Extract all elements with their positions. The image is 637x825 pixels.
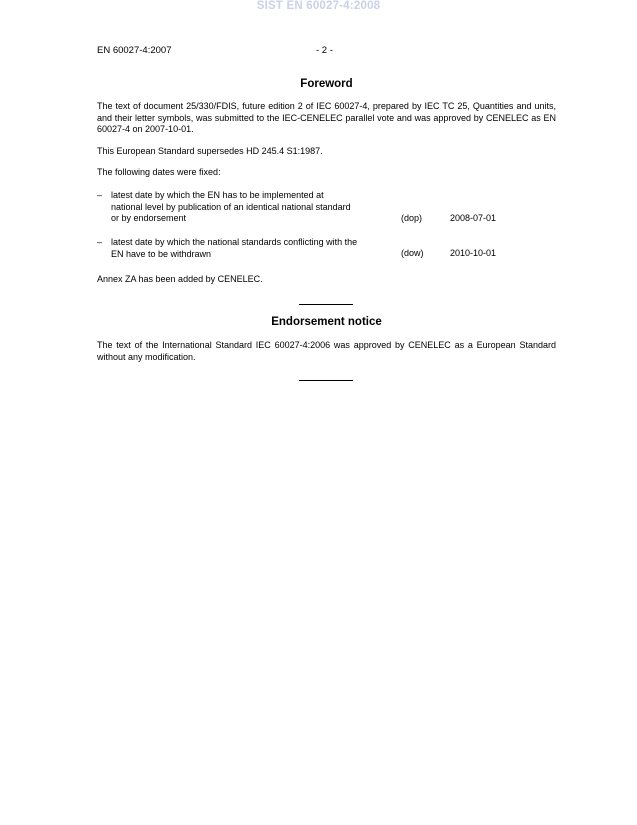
dow-code: (dow) [401, 248, 424, 258]
dow-date: 2010-10-01 [450, 248, 497, 258]
list-dash: – [97, 237, 103, 247]
watermark: SIST EN 60027-4:2008 [256, 0, 381, 12]
foreword-title: Foreword [300, 78, 353, 90]
dates-intro: The following dates were fixed: [97, 167, 221, 177]
document-id: EN 60027-4:2007 [97, 45, 172, 56]
dop-description: latest date by which the EN has to be implemented at national level by publication of an identical national standard or by endorsement [111, 190, 351, 223]
end-divider [299, 380, 353, 381]
list-dash: – [97, 190, 103, 200]
endorsement-title: Endorsement notice [271, 316, 382, 328]
endorsement-paragraph: The text of the International Standard IEC 60027-4:2006 was approved by CENELEC as a European Standard without any modification. [97, 340, 556, 362]
dop-code: (dop) [401, 213, 423, 223]
foreword-paragraph: The text of document 25/330/FDIS, future edition 2 of IEC 60027-4, prepared by IEC TC 25, Quantities and units, and their letter symbols, was submitted to the IEC-CENELEC parallel vote and was approved by CENELEC as EN 60027-4 on 2007-10-01. [97, 101, 556, 134]
annex-paragraph: Annex ZA has been added by CENELEC. [97, 274, 263, 284]
dow-description: latest date by which the national standards conflicting with the EN have to be withdrawn [111, 237, 358, 259]
supersedes-paragraph: This European Standard supersedes HD 245.4 S1:1987. [97, 146, 323, 156]
section-divider [299, 304, 353, 305]
dop-date: 2008-07-01 [450, 213, 497, 223]
page-number: - 2 - [316, 45, 333, 56]
